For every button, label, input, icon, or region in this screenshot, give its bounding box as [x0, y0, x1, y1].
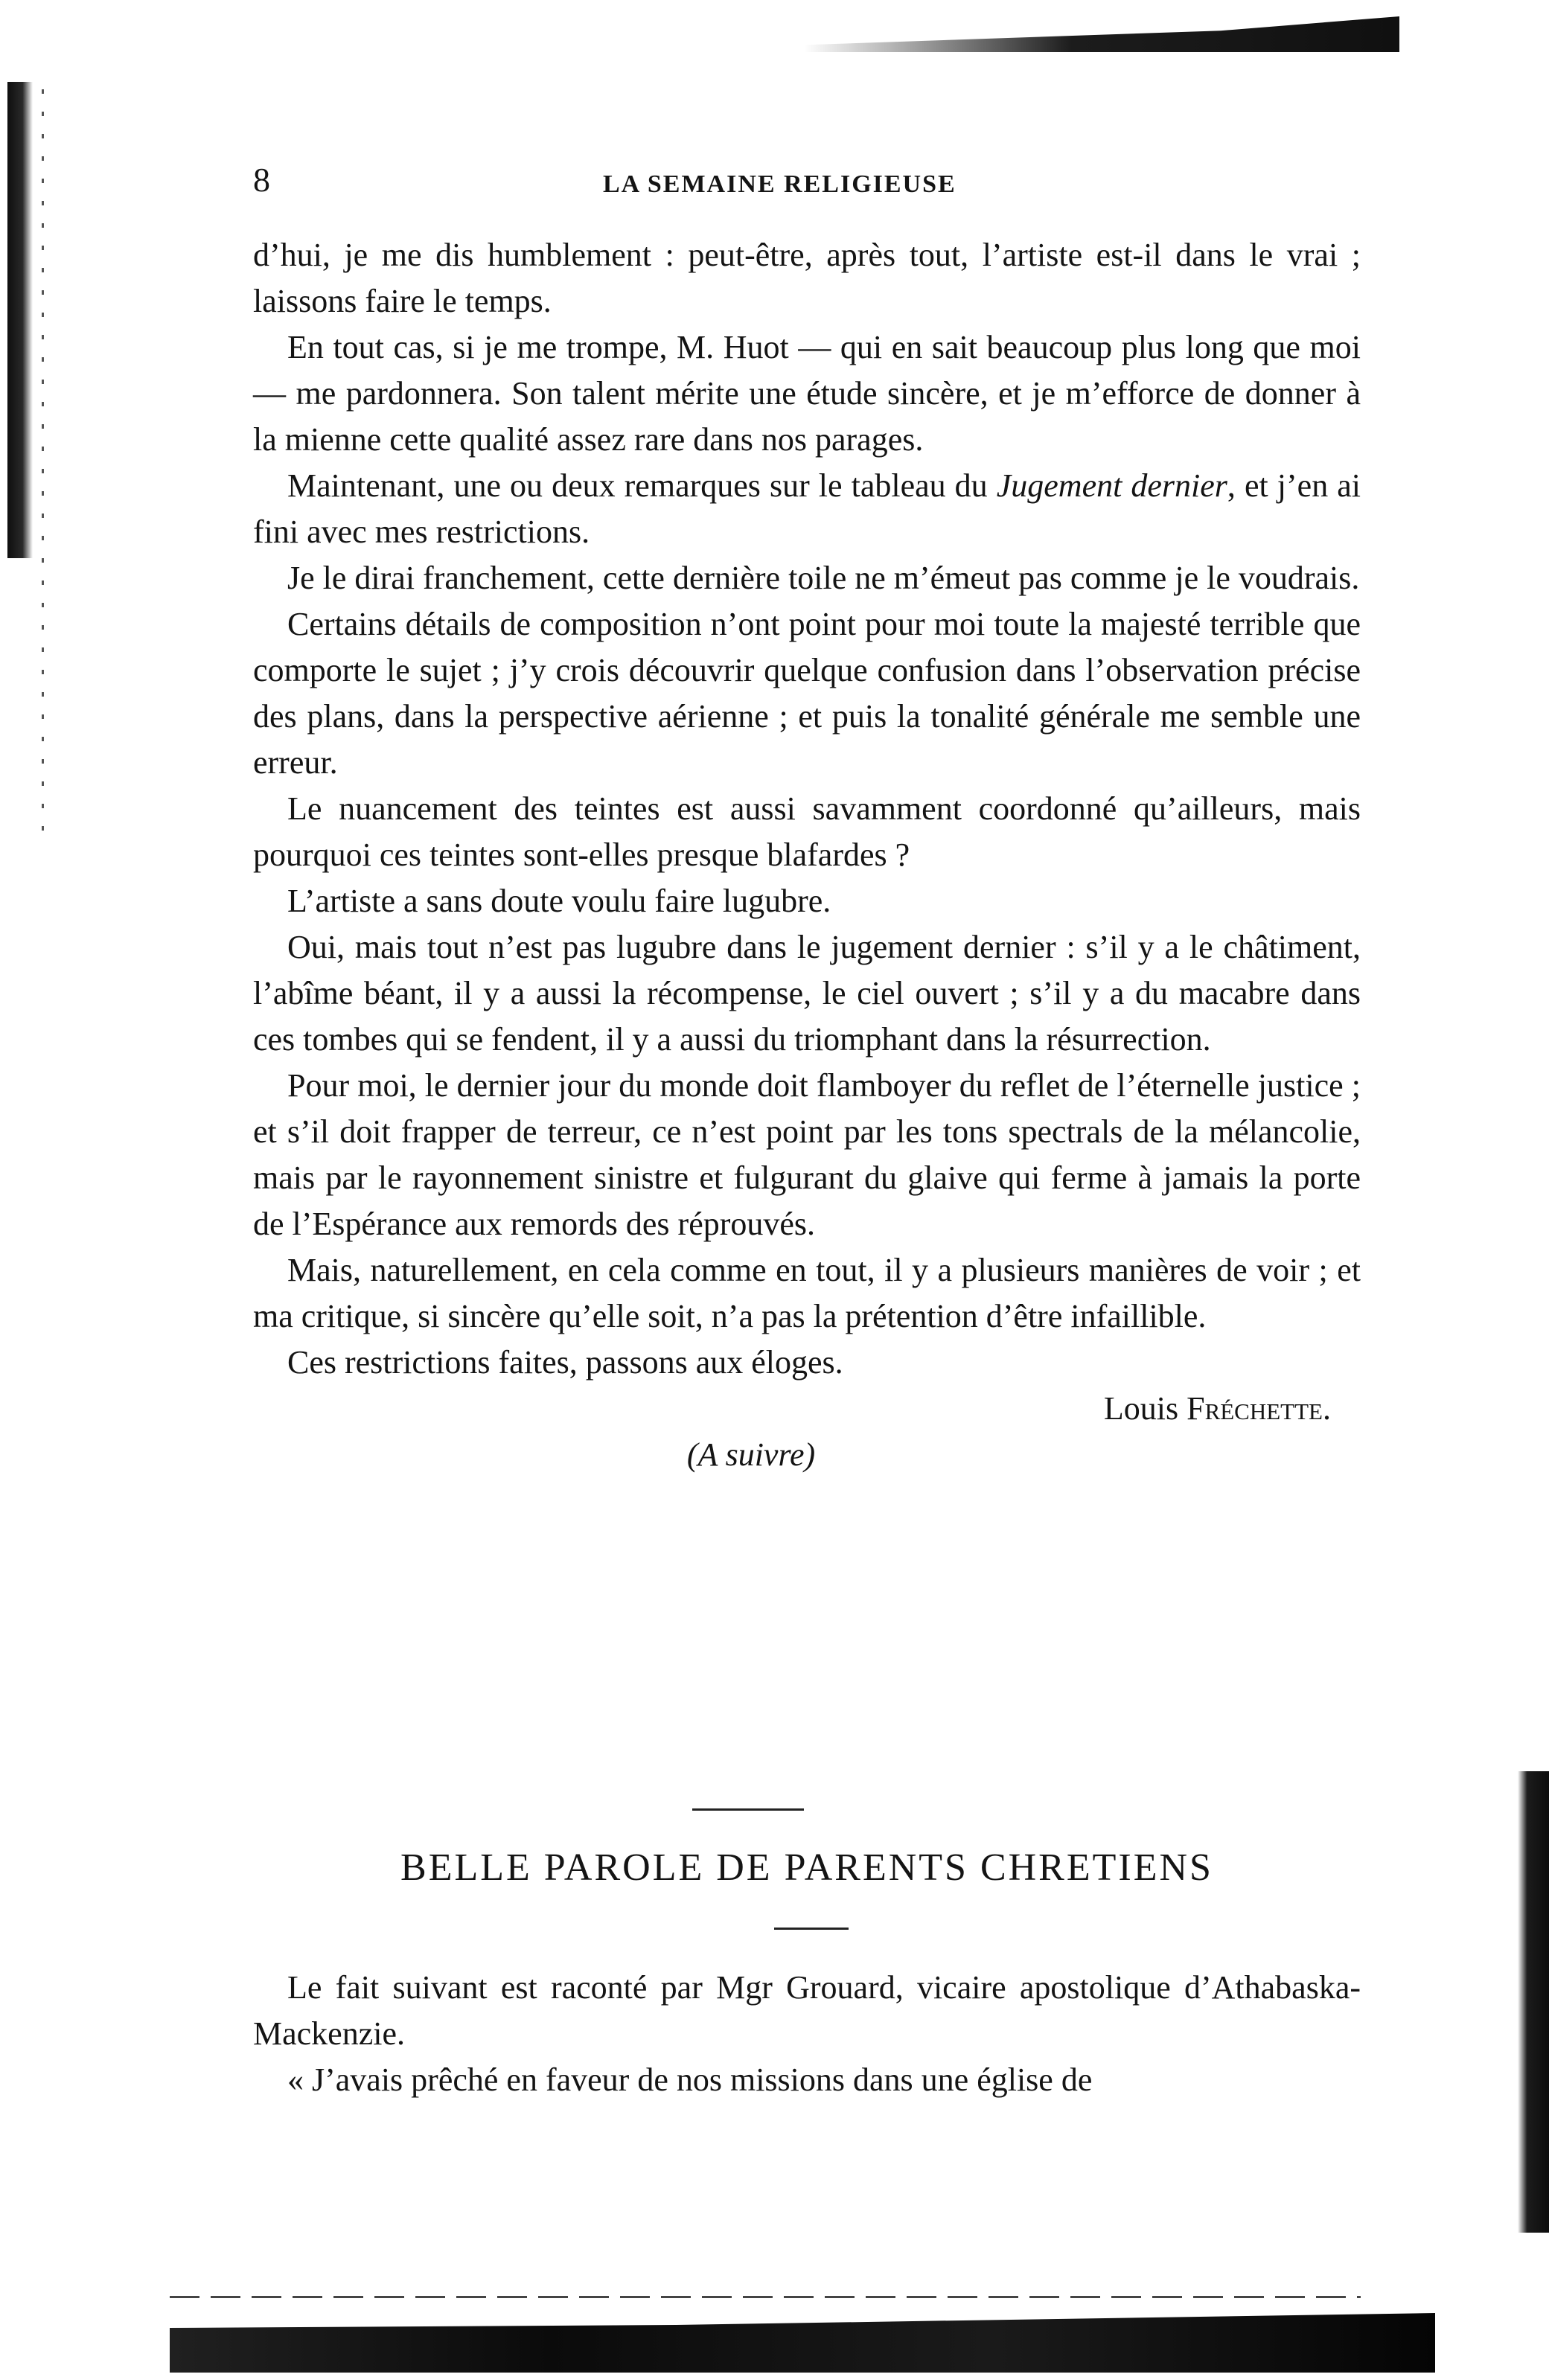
scan-border-bottom [170, 2313, 1435, 2373]
scan-border-right [1518, 1771, 1549, 2233]
paragraph: Maintenant, une ou deux remarques sur le tableau du Jugement dernier, et j’en ai fini avec mes restrictions. [253, 467, 1361, 550]
paragraph: « J’avais prêché en faveur de nos missions dans une église de [287, 2061, 1093, 2098]
section-body [253, 1965, 1361, 2103]
running-head: LA SEMAINE RELIGIEUSE [603, 170, 956, 198]
page-header [253, 160, 1340, 205]
artwork-title: Jugement dernier [996, 467, 1227, 504]
to-be-continued: (A suivre) [686, 1436, 816, 1473]
paragraph: Certains détails de composition n’ont point pour moi toute la majesté terrible que comporte le sujet ; j’y crois découvrir quelque confusion dans l’observation précise des plans, dans la perspective aérienne ; et puis la tonalité générale me semble une erreur. [253, 606, 1361, 781]
paragraph: Le fait suivant est raconté par Mgr Grouard, vicaire apostolique d’Athabaska-Mackenzie. [253, 1969, 1361, 2052]
author-signature: Louis Fréchette. [1103, 1390, 1331, 1427]
paragraph: En tout cas, si je me trompe, M. Huot — qui en sait beaucoup plus long que moi — me pardonnera. Son talent mérite une étude sincère, et je m’efforce de donner à la mienne cette qualité assez rare dans nos parages. [253, 329, 1361, 458]
paragraph: d’hui, je me dis humblement : peut-être, après tout, l’artiste est-il dans le vrai ; laissons faire le temps. [253, 237, 1361, 319]
page-number: 8 [253, 161, 270, 199]
paragraph: L’artiste a sans doute voulu faire lugubre. [287, 883, 831, 919]
scan-border-left-dots [42, 89, 44, 834]
scan-border-left [7, 82, 33, 558]
paragraph: Pour moi, le dernier jour du monde doit flamboyer du reflet de l’éternelle justice ; et s’il doit frapper de terreur, ce n’est point par les tons spectrals de la mélancolie, mais par le rayonnement sinistre et fulgurant du glaive qui ferme à jamais la porte de l’Espérance aux remords des réprouvés. [253, 1067, 1361, 1242]
paragraph: Ces restrictions faites, passons aux éloges. [287, 1344, 843, 1381]
paragraph: Je le dirai franchement, cette dernière toile ne m’émeut pas comme je le voudrais. [287, 560, 1360, 596]
scan-border-top [804, 16, 1399, 52]
paragraph: Mais, naturellement, en cela comme en tout, il y a plusieurs manières de voir ; et ma critique, si sincère qu’elle soit, n’a pas la prétention d’être infaillible. [253, 1252, 1361, 1334]
article-body [253, 232, 1361, 1478]
paragraph: Oui, mais tout n’est pas lugubre dans le jugement dernier : s’il y a le châtiment, l’abîme béant, il y a aussi la récompense, le ciel ouvert ; s’il y a du macabre dans ces tombes qui se fendent, il y a aussi du triomphant dans la résurrection. [253, 929, 1361, 1058]
paragraph: Le nuancement des teintes est aussi savamment coordonné qu’ailleurs, mais pourquoi ces teintes sont-elles presque blafardes ? [253, 790, 1361, 873]
divider-rule [692, 1808, 804, 1811]
scan-border-bottom-line [170, 2296, 1361, 2298]
section-title: BELLE PAROLE DE PARENTS CHRETIENS [400, 1846, 1213, 1889]
divider-rule [774, 1928, 849, 1930]
